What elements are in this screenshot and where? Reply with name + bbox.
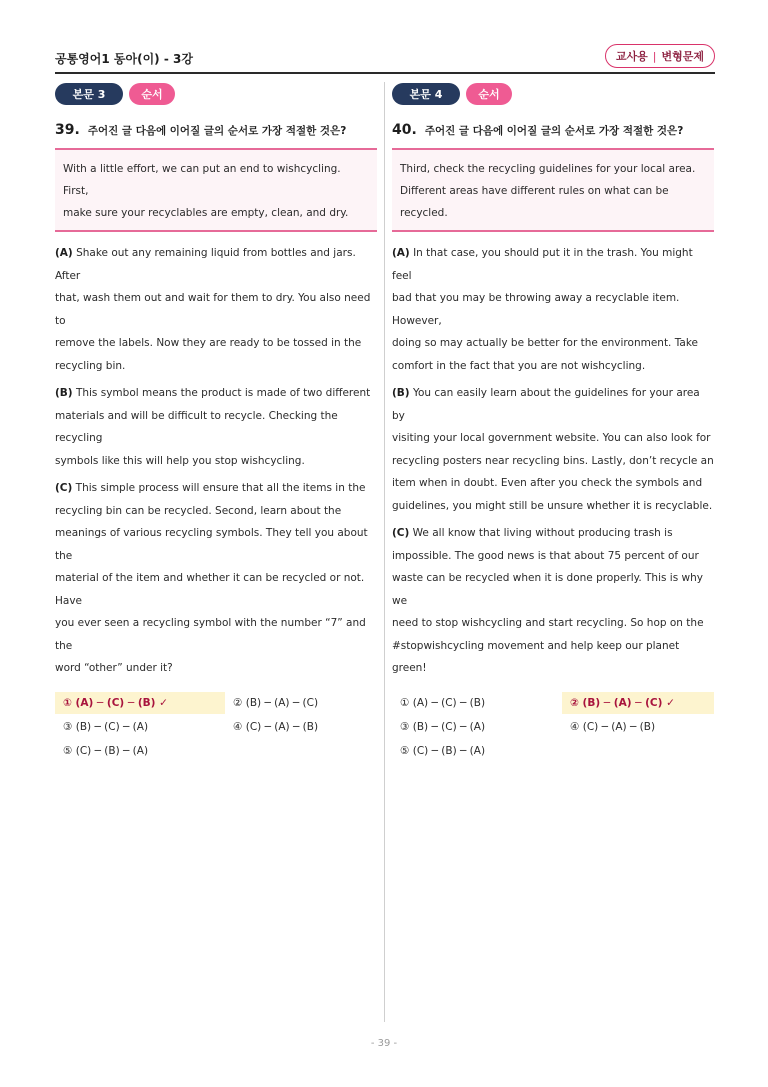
- paragraph-line: recycling bin.: [55, 359, 126, 372]
- question-header: [392, 122, 714, 138]
- paragraph-line: meanings of various recycling symbols. They tell you about the: [55, 527, 368, 562]
- paragraph-line: remove the labels. Now they are ready to be tossed in the: [55, 337, 362, 349]
- passage-line: Third, check the recycling guidelines for your local area.: [400, 163, 696, 175]
- choice-4[interactable]: ④ (C) ─ (A) ─ (B): [233, 720, 319, 733]
- question-prompt: 주어진 글 다음에 이어질 글의 순서로 가장 적절한 것은?: [87, 125, 347, 137]
- paragraph-line: material of the item and whether it can be recycled or not. Have: [55, 572, 365, 607]
- passage-line: make sure your recyclables are empty, clean, and dry.: [63, 207, 349, 219]
- choice-2-correct[interactable]: ② (B) ─ (A) ─ (C) ✓: [562, 692, 714, 714]
- paragraph-line: materials and will be difficult to recycle. Checking the recycling: [55, 409, 338, 444]
- question-prompt: 주어진 글 다음에 이어질 글의 순서로 가장 적절한 것은?: [424, 125, 684, 137]
- type-tag: 순서: [466, 83, 512, 105]
- badge-teacher-label: 교사용: [615, 50, 648, 63]
- type-tag: 순서: [129, 83, 175, 105]
- choice-1[interactable]: ① (A) ─ (C) ─ (B): [400, 696, 486, 709]
- paragraph-line: We all know that living without producing trash is: [409, 527, 673, 539]
- paragraph-a: [55, 242, 377, 377]
- paragraph-b: [55, 382, 377, 472]
- paragraph-line: symbols like this will help you stop wishcycling.: [55, 454, 305, 467]
- paragraph-line: #stopwishcycling movement and help keep our planet green!: [392, 639, 680, 674]
- question-header: [55, 122, 377, 138]
- given-passage: [55, 148, 377, 232]
- choice-5[interactable]: ⑤ (C) ─ (B) ─ (A): [63, 744, 149, 757]
- choice-5[interactable]: ⑤ (C) ─ (B) ─ (A): [400, 744, 486, 757]
- paragraph-line: You can easily learn about the guidelines for your area by: [392, 387, 700, 422]
- choice-1-correct[interactable]: ① (A) ─ (C) ─ (B) ✓: [55, 692, 225, 714]
- paragraph-label: (C): [55, 482, 73, 494]
- paragraph-line: impossible. The good news is that about 75 percent of our: [392, 549, 699, 562]
- paragraph-c: [55, 477, 377, 680]
- paragraph-line: word “other” under it?: [55, 662, 173, 674]
- paragraph-label: (C): [392, 527, 410, 539]
- paragraph-line: This simple process will ensure that all the items in the: [72, 482, 366, 494]
- choice-3[interactable]: ③ (B) ─ (C) ─ (A): [63, 720, 149, 733]
- question-number: 39.: [55, 122, 80, 138]
- paragraph-line: recycling bin can be recycled. Second, learn about the: [55, 504, 342, 517]
- paragraph-line: waste can be recycled when it is done properly. This is why we: [392, 572, 703, 607]
- paragraph-line: need to stop wishcycling and start recycling. So hop on the: [392, 617, 704, 629]
- paragraph-label: (B): [55, 387, 73, 399]
- paragraph-c: [392, 522, 714, 680]
- paragraph-line: Shake out any remaining liquid from bottles and jars. After: [55, 247, 356, 282]
- badge-separator: |: [652, 49, 657, 63]
- paragraph-line: This symbol means the product is made of two different: [72, 387, 371, 399]
- paragraph-line: comfort in the fact that you are not wishcycling.: [392, 359, 646, 372]
- question-40-column: [392, 82, 714, 762]
- section-tag: 본문 3: [55, 83, 123, 105]
- paragraph-line: guidelines, you might still be unsure whether it is recyclable.: [392, 499, 713, 512]
- choice-3[interactable]: ③ (B) ─ (C) ─ (A): [400, 720, 486, 733]
- header-title: 공통영어1 동아(이) - 3강: [55, 52, 193, 66]
- given-passage: [392, 148, 714, 232]
- paragraph-line: doing so may actually be better for the environment. Take: [392, 337, 699, 349]
- teacher-badge: [605, 44, 715, 68]
- paragraph-label: (B): [392, 387, 410, 399]
- section-tag: 본문 4: [392, 83, 460, 105]
- paragraph-a: [392, 242, 714, 377]
- question-tags: [392, 82, 714, 106]
- paragraph-line: In that case, you should put it in the trash. You might feel: [392, 247, 693, 282]
- choice-2[interactable]: ② (B) ─ (A) ─ (C): [233, 696, 319, 709]
- paragraph-b: [392, 382, 714, 517]
- paragraph-line: item when in doubt. Even after you check the symbols and: [392, 477, 703, 489]
- paragraph-label: (A): [392, 247, 410, 259]
- choice-4[interactable]: ④ (C) ─ (A) ─ (B): [570, 720, 656, 733]
- paragraph-line: recycling posters near recycling bins. Lastly, don’t recycle an: [392, 454, 714, 467]
- passage-line: With a little effort, we can put an end to wishcycling. First,: [63, 163, 341, 197]
- question-tags: [55, 82, 377, 106]
- passage-line: Different areas have different rules on what can be recycled.: [400, 185, 669, 219]
- question-number: 40.: [392, 122, 417, 138]
- paragraph-line: you ever seen a recycling symbol with the number “7” and the: [55, 617, 366, 652]
- paragraph-label: (A): [55, 247, 73, 259]
- paragraph-line: visiting your local government website. You can also look for: [392, 432, 711, 444]
- answer-choices: [392, 692, 714, 762]
- answer-choices: [55, 692, 377, 762]
- column-divider: [384, 82, 385, 1022]
- page-header: [55, 44, 715, 74]
- paragraph-line: bad that you may be throwing away a recyclable item. However,: [392, 292, 680, 327]
- page-number: - 39 -: [370, 1038, 398, 1049]
- question-39-column: [55, 82, 377, 762]
- badge-type-label: 변형문제: [661, 50, 704, 63]
- paragraph-line: that, wash them out and wait for them to dry. You also need to: [55, 292, 371, 327]
